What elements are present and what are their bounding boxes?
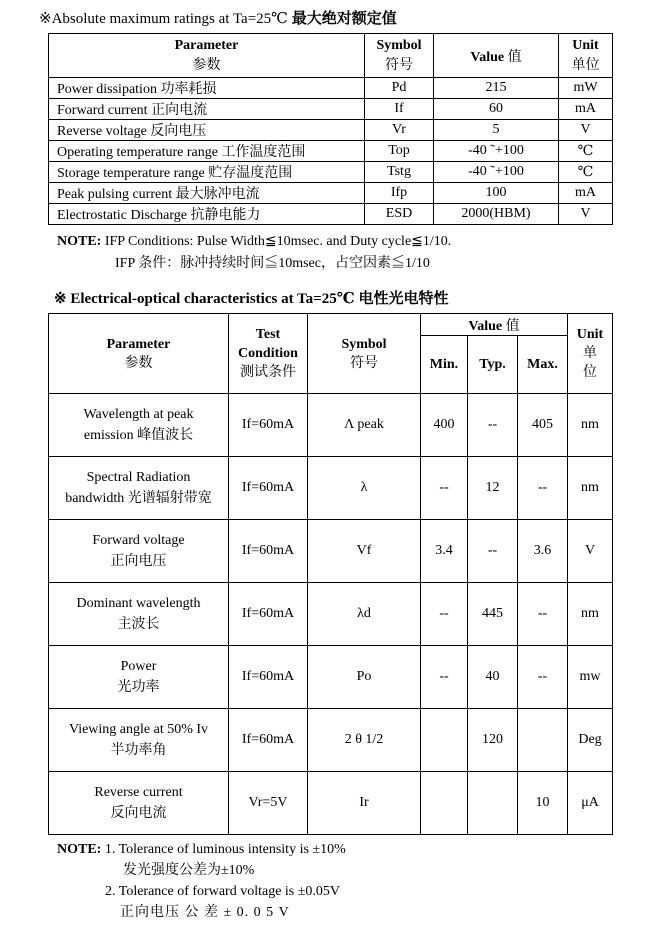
- abs-max-header-unit: Unit 单位: [559, 34, 613, 78]
- table-row: [49, 78, 613, 99]
- parameter-cell: Wavelength at peak emission 峰值波长: [49, 394, 229, 457]
- symbol-cell: Tstg: [365, 162, 434, 183]
- min-cell: --: [421, 583, 468, 646]
- value-cell: 5: [434, 120, 559, 141]
- parameter-cell: Dominant wavelength 主波长: [49, 583, 229, 646]
- table-row: [49, 204, 613, 225]
- symbol-cell: Pd: [365, 78, 434, 99]
- parameter-cell: Spectral Radiation bandwidth 光谱辐射带宽: [49, 457, 229, 520]
- eo-header-test-condition: Test Condition 测试条件: [229, 314, 308, 394]
- abs-max-title-zh: 最大绝对额定值: [291, 11, 397, 27]
- note-line: NOTE: 1. Tolerance of luminous intensity is ±10%: [57, 842, 346, 857]
- condition-cell: Vr=5V: [229, 772, 308, 835]
- min-cell: --: [421, 646, 468, 709]
- unit-cell: ℃: [559, 162, 613, 183]
- min-cell: 400: [421, 394, 468, 457]
- unit-cell: Deg: [568, 709, 613, 772]
- note-label: NOTE:: [57, 234, 102, 249]
- abs-max-header-value: Value 值: [434, 34, 559, 78]
- symbol-cell: ESD: [365, 204, 434, 225]
- eo-header-min: Min.: [421, 336, 468, 394]
- max-cell: 10: [518, 772, 568, 835]
- unit-cell: ℃: [559, 141, 613, 162]
- table-row: [49, 394, 613, 457]
- unit-cell: nm: [568, 394, 613, 457]
- abs-max-header-symbol: Symbol 符号: [365, 34, 434, 78]
- abs-max-note: [57, 231, 451, 275]
- parameter-cell: Viewing angle at 50% Iv 半功率角: [49, 709, 229, 772]
- value-cell: -40 ˜+100: [434, 141, 559, 162]
- symbol-cell: Ir: [308, 772, 421, 835]
- min-cell: 3.4: [421, 520, 468, 583]
- value-cell: -40 ˜+100: [434, 162, 559, 183]
- unit-cell: nm: [568, 583, 613, 646]
- symbol-cell: Vr: [365, 120, 434, 141]
- unit-cell: V: [559, 204, 613, 225]
- abs-max-header-parameter: Parameter 参数: [49, 34, 365, 78]
- table-row: [49, 583, 613, 646]
- eo-header-symbol: Symbol 符号: [308, 314, 421, 394]
- eo-note: [57, 839, 346, 923]
- symbol-cell: λ: [308, 457, 421, 520]
- note-line: NOTE: IFP Conditions: Pulse Width≦10msec. and Duty cycle≦1/10.: [57, 234, 452, 249]
- parameter-cell: Storage temperature range 贮存温度范围: [49, 162, 365, 183]
- unit-cell: μA: [568, 772, 613, 835]
- table-row: [49, 99, 613, 120]
- table-row: [49, 772, 613, 835]
- max-cell: --: [518, 646, 568, 709]
- typ-cell: 12: [468, 457, 518, 520]
- parameter-cell: Power dissipation 功率耗损: [49, 78, 365, 99]
- eo-header-parameter: Parameter 参数: [49, 314, 229, 394]
- unit-cell: mw: [568, 646, 613, 709]
- eo-title-zh: 电性光电特性: [358, 291, 449, 307]
- eo-title-en: ※ Electrical-optical characteristics at Ta=25℃: [54, 291, 355, 307]
- unit-cell: mW: [559, 78, 613, 99]
- eo-title: [54, 287, 448, 308]
- note-line: 2. Tolerance of forward voltage is ±0.05V: [105, 884, 341, 899]
- note-line: 发光强度公差为±10%: [123, 863, 255, 878]
- min-cell: [421, 709, 468, 772]
- typ-cell: 40: [468, 646, 518, 709]
- table-row: [49, 709, 613, 772]
- symbol-cell: λd: [308, 583, 421, 646]
- parameter-cell: Power 光功率: [49, 646, 229, 709]
- value-cell: 100: [434, 183, 559, 204]
- table-row: [49, 183, 613, 204]
- condition-cell: If=60mA: [229, 457, 308, 520]
- parameter-cell: Electrostatic Discharge 抗静电能力: [49, 204, 365, 225]
- table-row: [49, 162, 613, 183]
- value-cell: 215: [434, 78, 559, 99]
- typ-cell: --: [468, 520, 518, 583]
- typ-cell: 445: [468, 583, 518, 646]
- value-cell: 2000(HBM): [434, 204, 559, 225]
- abs-max-header-row: [49, 34, 613, 78]
- condition-cell: If=60mA: [229, 520, 308, 583]
- symbol-cell: Λ peak: [308, 394, 421, 457]
- condition-cell: If=60mA: [229, 583, 308, 646]
- parameter-cell: Peak pulsing current 最大脉冲电流: [49, 183, 365, 204]
- eo-header-max: Max.: [518, 336, 568, 394]
- parameter-cell: Forward voltage 正向电压: [49, 520, 229, 583]
- condition-cell: If=60mA: [229, 394, 308, 457]
- table-row: [49, 520, 613, 583]
- symbol-cell: 2 θ 1/2: [308, 709, 421, 772]
- parameter-cell: Reverse current 反向电流: [49, 772, 229, 835]
- condition-cell: If=60mA: [229, 709, 308, 772]
- eo-header-unit: Unit 单 位: [568, 314, 613, 394]
- parameter-cell: Forward current 正向电流: [49, 99, 365, 120]
- min-cell: [421, 772, 468, 835]
- typ-cell: 120: [468, 709, 518, 772]
- note-line: IFP 条件：脉冲持续时间≦10msec，占空因素≦1/10: [115, 256, 430, 271]
- note-label: NOTE:: [57, 842, 102, 857]
- eo-table: [48, 313, 613, 835]
- abs-max-title: [39, 7, 397, 28]
- value-cell: 60: [434, 99, 559, 120]
- eo-header-row-1: [49, 314, 613, 336]
- symbol-cell: Top: [365, 141, 434, 162]
- symbol-cell: Ifp: [365, 183, 434, 204]
- parameter-cell: Operating temperature range 工作温度范围: [49, 141, 365, 162]
- table-row: [49, 141, 613, 162]
- max-cell: --: [518, 583, 568, 646]
- condition-cell: If=60mA: [229, 646, 308, 709]
- min-cell: --: [421, 457, 468, 520]
- unit-cell: V: [568, 520, 613, 583]
- max-cell: 405: [518, 394, 568, 457]
- symbol-cell: Po: [308, 646, 421, 709]
- max-cell: --: [518, 457, 568, 520]
- symbol-cell: Vf: [308, 520, 421, 583]
- symbol-cell: If: [365, 99, 434, 120]
- table-row: [49, 646, 613, 709]
- table-row: [49, 457, 613, 520]
- parameter-cell: Reverse voltage 反向电压: [49, 120, 365, 141]
- abs-max-title-en: ※Absolute maximum ratings at Ta=25℃: [39, 11, 288, 27]
- note-line: 正向电压 公 差 ± 0. 0 5 V: [120, 905, 290, 920]
- abs-max-table: [48, 33, 613, 225]
- unit-cell: mA: [559, 99, 613, 120]
- max-cell: 3.6: [518, 520, 568, 583]
- unit-cell: nm: [568, 457, 613, 520]
- typ-cell: --: [468, 394, 518, 457]
- eo-header-value: Value 值: [421, 314, 568, 336]
- eo-header-typ: Typ.: [468, 336, 518, 394]
- table-row: [49, 120, 613, 141]
- max-cell: [518, 709, 568, 772]
- typ-cell: [468, 772, 518, 835]
- unit-cell: mA: [559, 183, 613, 204]
- unit-cell: V: [559, 120, 613, 141]
